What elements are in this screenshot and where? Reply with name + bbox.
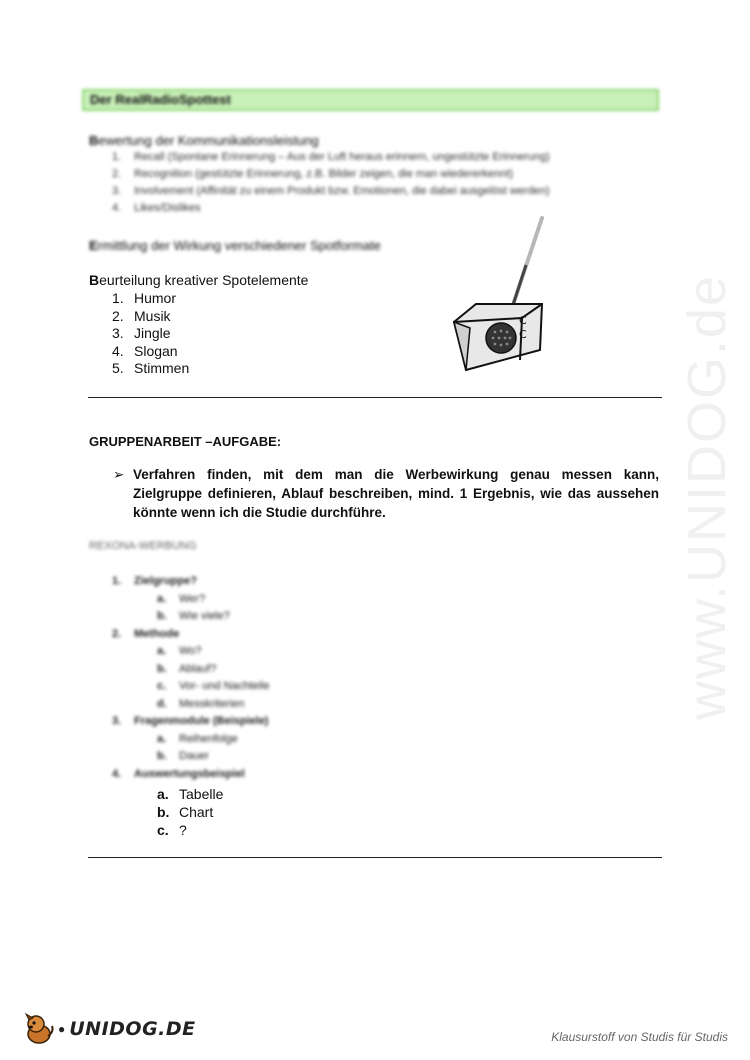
rexona-heading: REXONA-WERBUNG [89,540,197,552]
list-item: 1. Recall (Spontane Erinnerung – Aus der Luft heraus erinnern, ungestützte Erinnerung) [112,151,550,163]
outline-subitem: c. ? [157,822,187,838]
outline-subitem: b. Ablauf? [157,662,217,675]
page-title: Der RealRadioSpottest [82,89,659,111]
radio-icon [446,210,556,380]
dog-mascot-icon [22,1012,56,1046]
paw-icon: ● [58,1022,66,1036]
footer-tagline: Klausurstoff von Studis für Studis [551,1030,728,1044]
list-item: 4. Slogan [112,342,178,359]
divider-top [88,397,662,398]
outline-tail [157,785,223,839]
list-item: 2. Musik [112,307,171,324]
divider-bottom [88,857,662,858]
section-heading-creative: Beurteilung kreativer Spotelemente [89,272,309,288]
communication-list [112,149,550,217]
list-item: 3. Involvement (Affinität zu einem Produkt bzw. Emotionen, die dabei ausgelöst werden) [112,185,550,197]
outline-subitem: a. Reihenfolge [157,732,238,745]
task-heading: GRUPPENARBEIT –AUFGABE: [89,434,282,449]
outline-subitem: b. Dauer [157,750,209,762]
outline-subitem: c. Vor- und Nachteile [157,680,270,692]
outline-item: 2. Methode [112,627,180,640]
section-heading-communication: Bewertung der Kommunikationsleistung [89,133,319,148]
section-heading-effect: Ermittlung der Wirkung verschiedener Spotformate [89,238,381,253]
list-item: 3. Jingle [112,325,171,341]
watermark: www.UNIDOG.de [677,273,737,720]
outline-item: 1. Zielgruppe? [112,575,197,587]
outline-subitem: d. Messkriterien [157,697,245,710]
outline-subitem: a. Tabelle [157,786,224,802]
outline-subitem: b. Wie viele? [157,610,230,622]
list-item: 5. Stimmen [112,360,190,376]
svg-text:C: C [519,328,527,341]
outline-subitem: b. Chart [157,804,214,820]
task-bullet: ➢ Verfahren finden, mit dem man die Werbewirkung genau messen kann, Zielgruppe definieren, Ablauf beschreiben, mind. 1 Ergebnis, wie das aussehen könnte wenn ich die Studie durchführe. [113,467,659,520]
outline-subitem: a. Wo? [157,645,202,657]
outline-subitem: a. Wer? [157,592,206,605]
list-item: 1. Humor [112,290,177,306]
arrow-bullet-icon: ➢ [113,467,125,482]
list-item: 2. Recognition (gestützte Erinnerung, z.B. Bilder zeigen, die man wiedererkennt) [112,168,514,180]
list-item: 4. Likes/Dislikes [112,202,201,214]
svg-text:C: C [519,314,527,327]
outline-item: 4. Auswertungsbeispiel [112,767,245,780]
unidog-logo: ● UNIDOG.DE [22,1012,196,1046]
rexona-outline [112,573,412,783]
creative-elements-list [112,290,189,378]
outline-item: 3. Fragenmodule (Beispiele) [112,715,269,727]
